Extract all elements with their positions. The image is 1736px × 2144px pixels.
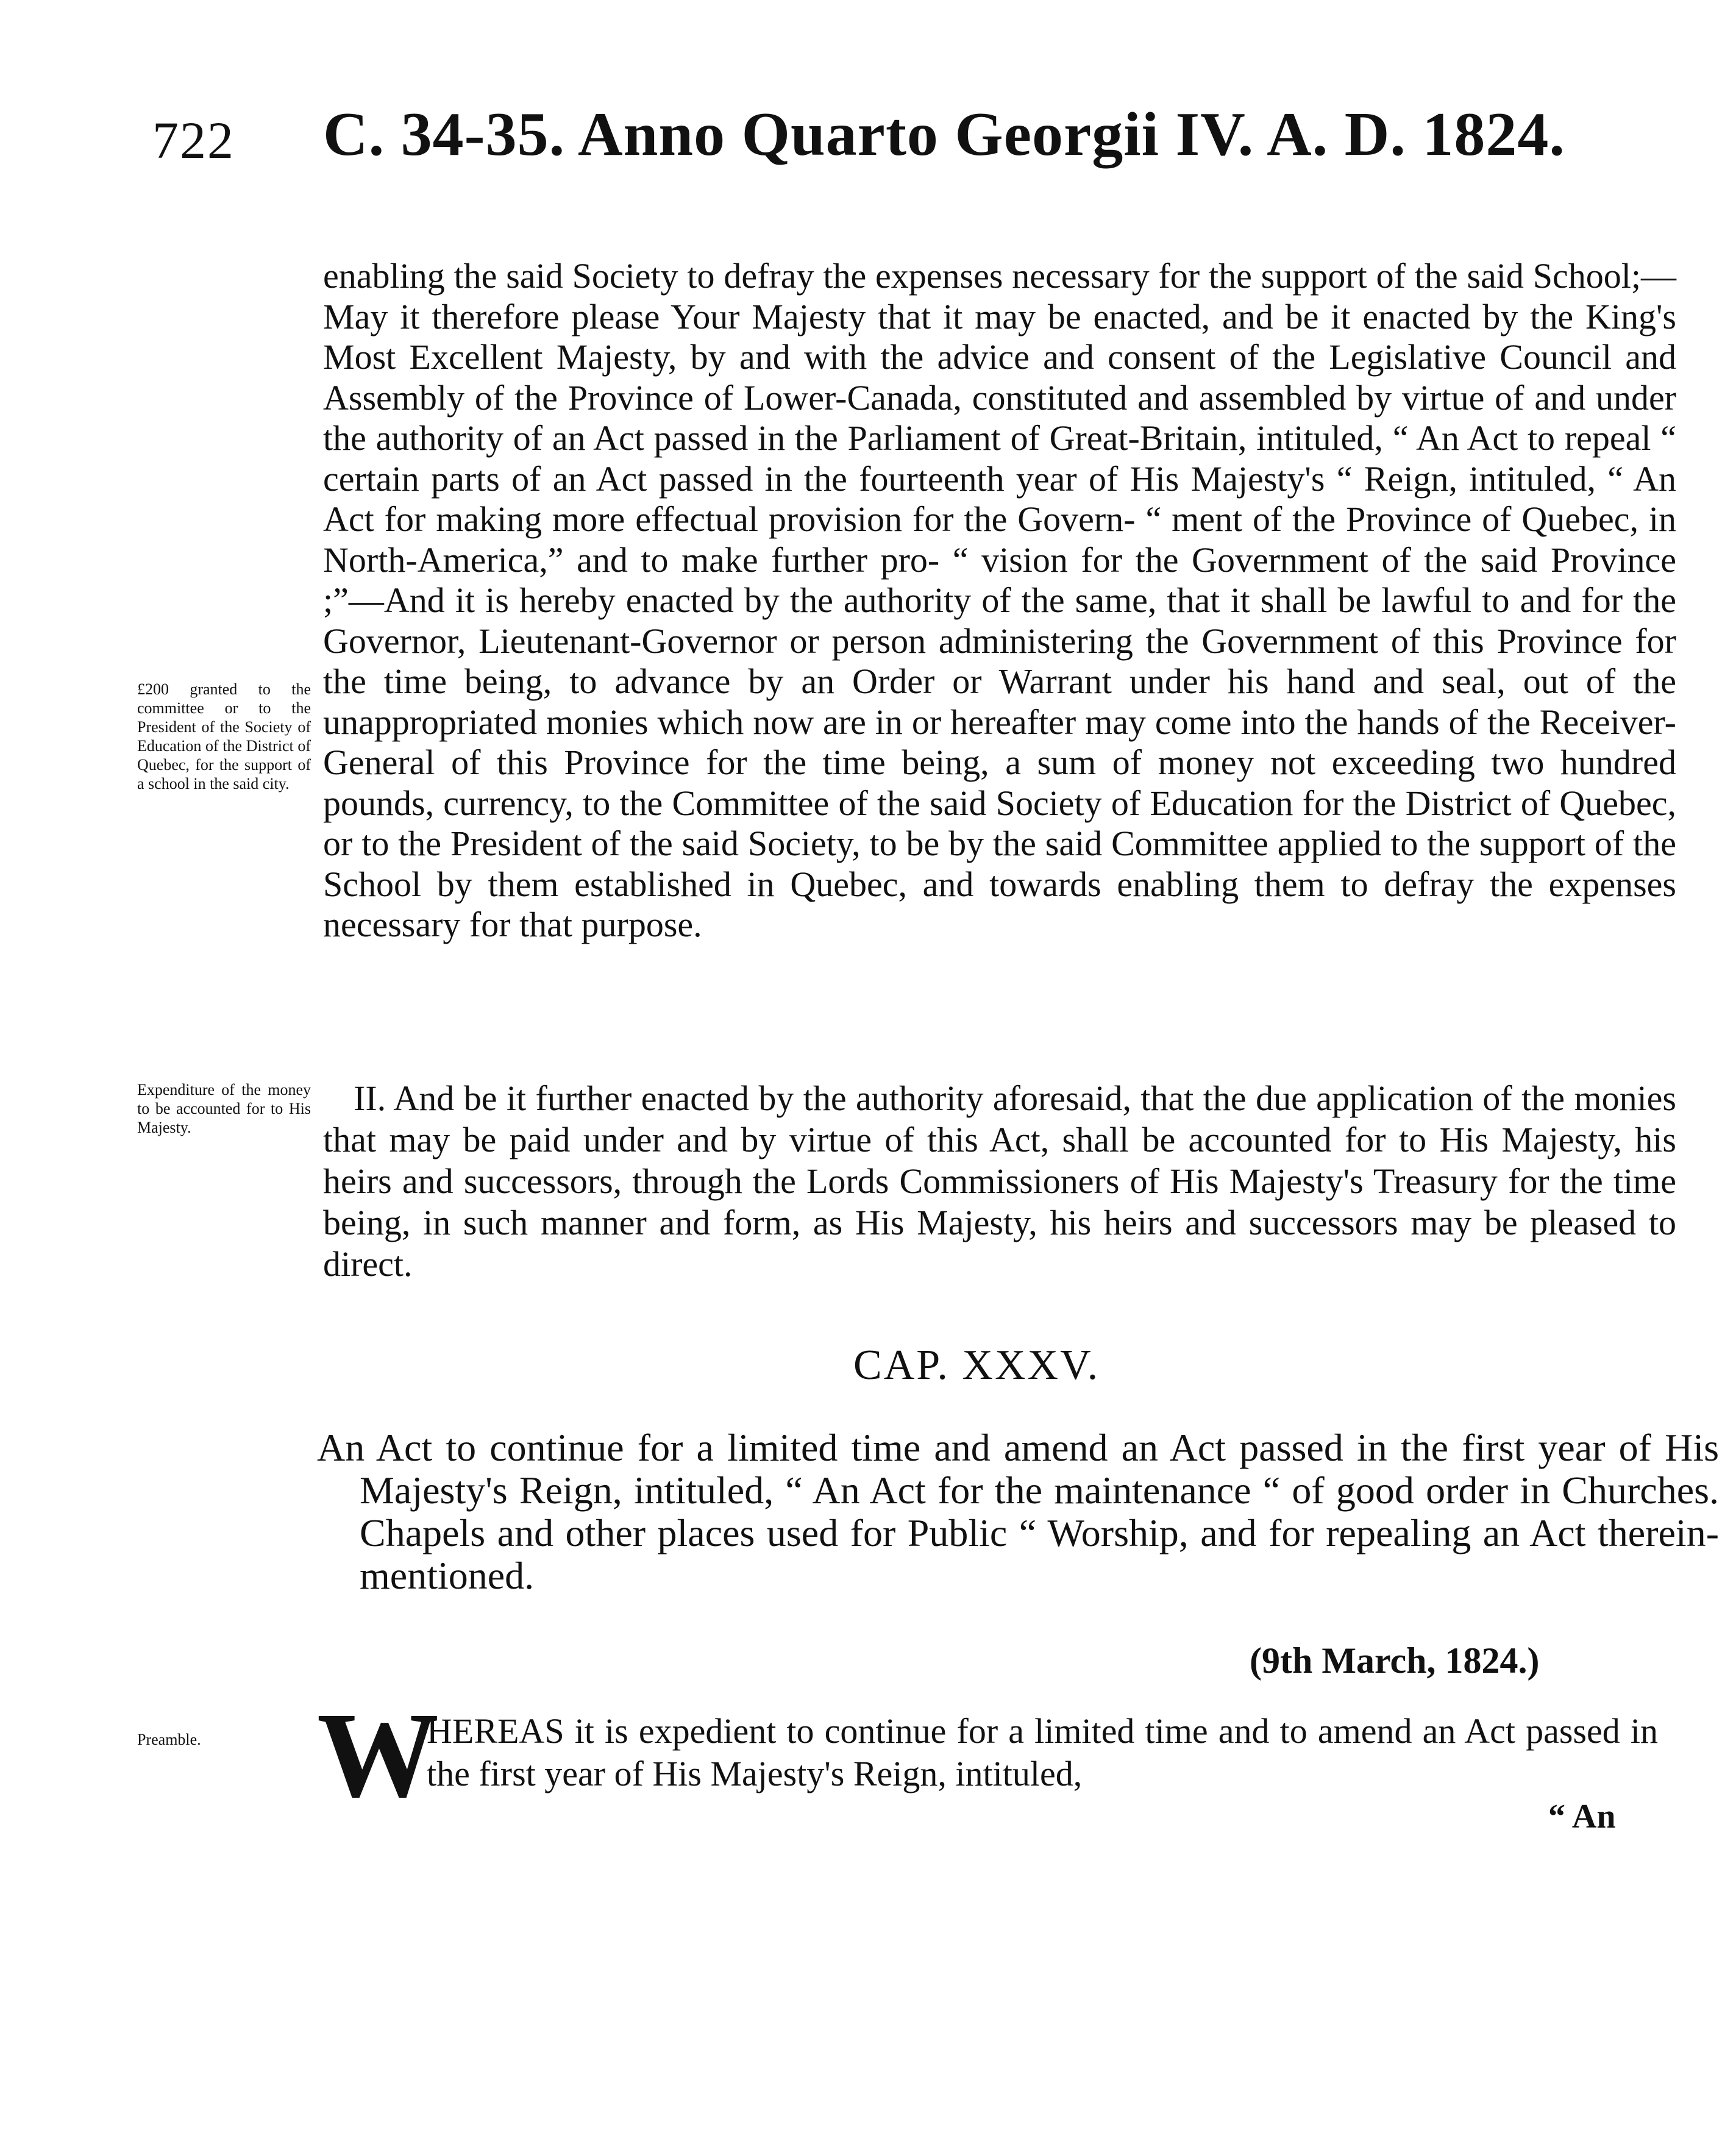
- margin-note-expenditure: Expenditure of the money to be accounted for to His Majesty.: [137, 1081, 311, 1136]
- chapter-heading: CAP. XXXV.: [853, 1342, 1100, 1389]
- running-head: [152, 100, 1688, 189]
- act-title: An Act to continue for a limited time and amend an Act passed in the first year of His Majesty's Reign, intituled, “ An Act for the maintenance “ of good order in Churches. Chapels and other places used for Public “ Worship, and for repealing an Act therein-mentioned.: [317, 1426, 1719, 1597]
- body-paragraph-1: enabling the said Society to defray the expenses necessary for the support of the said School;—May it therefore please Your Majesty that it may be enacted, and be it enacted by the King's Most Excellent Majesty, by and with the advice and consent of the Legislative Council and Assembly of the Province of Lower-Canada, constituted and assembled by virtue of and under the authority of an Act passed in the Parliament of Great-Britain, intituled, “ An Act to repeal “ certain parts of an Act passed in the fourteenth year of His Majesty's “ Reign, intituled, “ An Act for making more effectual provision for the Govern- “ ment of the Province of Quebec, in North-America,” and to make further pro- “ vision for the Government of the said Province ;”—And it is hereby enacted by the authority of the same, that it shall be lawful to and for the Governor, Lieutenant-Governor or person administering the Government of this Province for the time being, to advance by an Order or Warrant under his hand and seal, out of the unappropriated monies which now are in or hereafter may come into the hands of the Receiver-General of this Province for the time being, a sum of money not exceeding two hundred pounds, currency, to the Committee of the said Society of Education for the District of Quebec, or to the President of the said Society, to be by the said Committee applied to the support of the School by them established in Quebec, and towards enabling them to defray the expenses necessary for that purpose.: [323, 256, 1676, 944]
- body-paragraph-2: II. And be it further enacted by the authority aforesaid, that the due application of the monies that may be paid under and by virtue of this Act, shall be accounted for to His Majesty, his heirs and successors, through the Lords Commissioners of His Majesty's Treasury for the time being, in such manner and form, as His Majesty, his heirs and successors may be pleased to direct.: [323, 1078, 1676, 1284]
- drop-cap: W: [317, 1688, 439, 1823]
- running-title: C. 34-35. Anno Quarto Georgii IV. A. D. 1824.: [323, 100, 1565, 169]
- act-date: (9th March, 1824.): [1250, 1640, 1540, 1681]
- preamble-text: HEREAS it is expedient to continue for a limited time and to amend an Act passed in the first year of His Majesty's Reign, intituled,: [427, 1711, 1658, 1793]
- margin-note-preamble: Preamble.: [137, 1731, 201, 1748]
- page-number: 722: [152, 111, 235, 169]
- margin-note-grant: £200 granted to the committee or to the President of the Society of Education of the District of Quebec, for the support of a school in the said city.: [137, 680, 311, 792]
- catchword: “ An: [1548, 1798, 1616, 1836]
